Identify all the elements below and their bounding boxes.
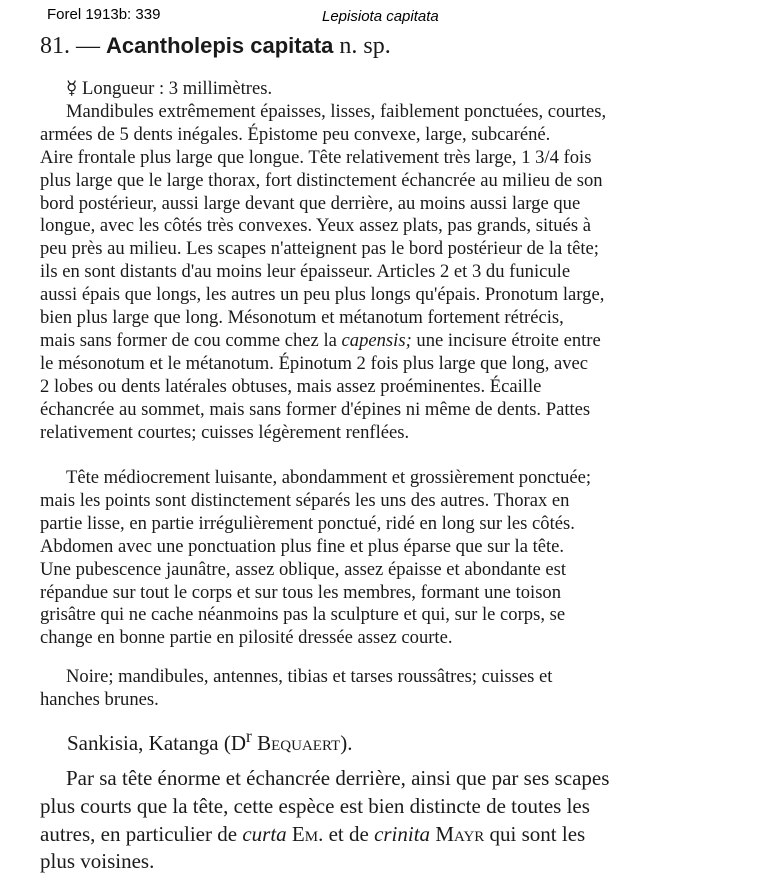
- text-line: hanches brunes.: [40, 688, 159, 710]
- italic-species-ref: curta: [242, 821, 287, 846]
- text-line: change en bonne partie en pilosité dressée assez courte.: [40, 627, 453, 649]
- new-species-marker: n. sp.: [339, 33, 391, 59]
- text-line: échancrée au sommet, mais sans former d'épines ni même de dents. Pattes: [40, 398, 591, 420]
- text-segment: autres, en particulier de: [40, 821, 238, 846]
- text-line: armées de 5 dents inégales. Épistome peu convexe, large, subcaréné.: [40, 123, 551, 145]
- text-line: le mésonotum et le métanotum. Épinotum 2 fois plus large que long, avec: [40, 352, 589, 374]
- doctor-superscript: r: [246, 726, 252, 746]
- text-line: Abdomen avec une ponctuation plus fine et plus éparse que sur la tête.: [40, 535, 565, 557]
- text-segment: qui sont les: [489, 821, 586, 846]
- species-name: Acantholepis capitata: [106, 33, 334, 58]
- taxon-name: Lepisiota capitata: [322, 8, 439, 25]
- text-line: Noire; mandibules, antennes, tibias et tarses roussâtres; cuisses et: [66, 666, 553, 687]
- text-line: ils en sont distants d'au moins leur épaisseur. Articles 2 et 3 du funicule: [40, 261, 571, 283]
- text-line: Une pubescence jaunâtre, assez oblique, assez épaisse et abondante est: [40, 558, 567, 580]
- text-line: Aire frontale plus large que longue. Tête relativement très large, 1 3/4 fois: [40, 146, 592, 168]
- remarks-paragraph: [40, 765, 752, 876]
- text-line: partie lisse, en partie irrégulièrement ponctué, ridé en long sur les côtés.: [40, 512, 575, 534]
- text-line: relativement courtes; cuisses légèrement renflées.: [40, 421, 410, 443]
- text-line: bien plus large que long. Mésonotum et métanotum fortement rétrécis,: [40, 307, 564, 329]
- text-line: mais les points sont distinctement séparés les uns des autres. Thorax en: [40, 489, 570, 511]
- text-segment: et de: [328, 821, 369, 846]
- author-name: Em.: [291, 821, 324, 846]
- text-segment: mais sans former de cou comme chez la: [40, 329, 337, 351]
- text-line: [40, 330, 752, 353]
- text-line: Mandibules extrêmement épaisses, lisses, faiblement ponctuées, courtes,: [66, 100, 607, 122]
- color-paragraph: [40, 666, 752, 712]
- text-line: plus courts que la tête, cette espèce est bien distincte de toutes les: [40, 793, 590, 818]
- text-line: peu près au milieu. Les scapes n'atteignent pas le bord postérieur de la tête;: [40, 238, 599, 260]
- text-line: bord postérieur, aussi large devant que derrière, au moins aussi large que: [40, 192, 581, 214]
- author-name: Mayr: [435, 821, 485, 846]
- text-line: Par sa tête énorme et échancrée derrière, ainsi que par ses scapes: [66, 766, 610, 790]
- text-line: répandue sur tout le corps et sur tous les membres, formant une toison: [40, 581, 562, 603]
- locality-close: ).: [340, 731, 353, 755]
- text-line: plus large que le large thorax, fort distinctement échancrée au milieu de son: [40, 169, 603, 191]
- text-segment: une incisure étroite entre: [416, 329, 601, 351]
- species-heading: [40, 33, 391, 60]
- source-citation: Forel 1913b: 339: [47, 6, 161, 23]
- description-paragraph: [40, 78, 752, 445]
- sculpture-paragraph: [40, 467, 752, 650]
- text-line: aussi épais que longs, les autres un peu plus longs qu'épais. Pronotum large,: [40, 284, 605, 306]
- text-line: longue, avec les côtés très convexes. Yeux assez plats, pas grands, situés à: [40, 215, 591, 237]
- text-line: 2 lobes ou dents latérales obtuses, mais assez proéminentes. Écaille: [40, 375, 542, 397]
- text-line: ☿ Longueur : 3 millimètres.: [66, 78, 273, 99]
- text-line: [40, 821, 752, 849]
- collector-name: Bequaert: [257, 731, 341, 755]
- text-line: plus voisines.: [40, 849, 155, 874]
- italic-species-ref: capensis;: [341, 329, 412, 351]
- locality-text: Sankisia, Katanga (D: [67, 731, 247, 755]
- locality-line: [67, 726, 352, 756]
- italic-species-ref: crinita: [374, 821, 431, 846]
- text-line: grisâtre qui ne cache néanmoins pas la sculpture et qui, sur le corps, se: [40, 604, 566, 626]
- text-line: Tête médiocrement luisante, abondamment et grossièrement ponctuée;: [66, 467, 592, 488]
- entry-number: 81. —: [40, 33, 100, 59]
